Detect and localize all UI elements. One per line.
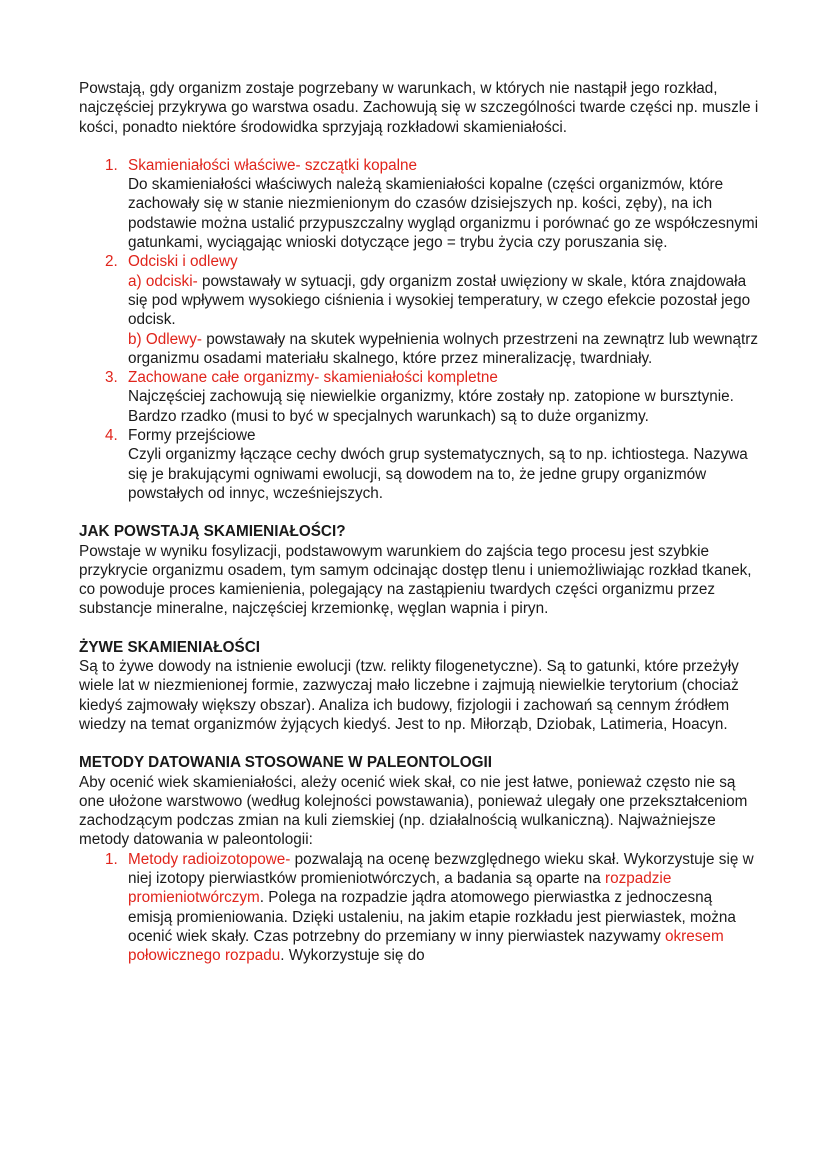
list-number: 1. (105, 156, 118, 174)
list-item (79, 156, 759, 252)
sub-item-label: b) Odlewy- (128, 330, 202, 348)
section-heading: METODY DATOWANIA STOSOWANE W PALEONTOLOGII (79, 754, 493, 772)
fossil-types-list (79, 156, 759, 503)
list-item-body: Do skamieniałości właściwych należą skamieniałości kopalne (części organizmów, które zachowały się w stanie niezmienionym do czasów dzisiejszych np. kości, zęby), na ich podstawie można ustalić przypuszczalny wygląd organizmu i porównać go ze współczesnymi gatunkami, wyciągając wnioski dotyczące jego = trybu życia czy poruszania się. (128, 176, 759, 252)
section-heading: JAK POWSTAJĄ SKAMIENIAŁOŚCI? (79, 523, 346, 541)
section-body: Aby ocenić wiek skamieniałości, ależy ocenić wiek skał, co nie jest łatwe, ponieważ często nie są one ułożone warstwowo (według kolejności powstawania), ponieważ ulegały one przekształceniom zachodzącym podczas zmian na kuli ziemskiej (np. działalnością wulkaniczną). Najważniejsze metody datowania w paleontologii: (79, 773, 748, 849)
section-body: Powstaje w wyniku fosylizacji, podstawowym warunkiem do zajścia tego procesu jest szybkie przykrycie organizmu osadem, tym samym odcinając dostęp tlenu i uniemożliwiając rozkład tkanek, co powoduje proces kamienienia, polegający na zastąpieniu twardych części organizmu przez substancje mineralne, najczęściej krzemionkę, węglan wapnia i piryn. (79, 542, 752, 618)
list-number: 3. (105, 369, 118, 387)
list-item (79, 368, 759, 426)
method-text: . Polega na rozpadzie jądra atomowego pierwiastka z jednoczesną emisją promieniowania. Dzięki ustaleniu, na jakim etapie rozkładu jest pierwiastek, można ocenić wiek skały. Czas potrzebny do przemiany w inny pierwiastek nazywamy (128, 889, 736, 945)
list-item (79, 426, 759, 503)
list-number: 4. (105, 427, 118, 445)
list-item-body: Najczęściej zachowują się niewielkie organizmy, które zostały np. zatopione w bursztynie. Bardzo rzadko (musi to być w specjalnych warunkach) są to duże organizmy. (128, 388, 734, 425)
list-item-title: Metody radioizotopowe- (128, 850, 291, 868)
list-number: 2. (105, 253, 118, 271)
list-item-title: Formy przejściowe (128, 427, 256, 445)
method-text: pozwalają na ocenę bezwzględnego wieku skał. Wykorzystuje się w niej izotopy pierwiastków promieniotwórczych, a badania są oparte na (128, 850, 754, 887)
list-item-body: Czyli organizmy łączące cechy dwóch grup systematycznych, są to np. ichtiostega. Nazywa się je brakującymi ogniwami ewolucji, są dowodem na to, że jedne grupy organizmów powstałych od innyc, wcześniejszych. (128, 446, 748, 502)
method-text: . Wykorzystuje się do (280, 947, 425, 965)
dating-methods-list (79, 850, 759, 966)
sub-item-text: powstawały na skutek wypełnienia wolnych przestrzeni na zewnątrz lub wewnątrz organizmu osadami materiału skalnego, które przez mineralizację, twardniały. (128, 330, 759, 367)
list-item-title: Zachowane całe organizmy- skamieniałości kompletne (128, 369, 498, 387)
list-item-title: Odciski i odlewy (128, 253, 238, 271)
section-body: Są to żywe dowody na istnienie ewolucji (tzw. relikty filogenetyczne). Są to gatunki, które przeżyły wiele lat w niezmienionej formie, zazwyczaj mało liczebne i zajmują niewielkie terytorium (chociaż kiedyś zajmowały większy obszar). Analiza ich budowy, fizjologii i zachowań są cennym źródłem wiedzy na temat organizmów żyjących kiedyś. Jest to np. Miłorząb, Dziobak, Latimeria, Hoacyn. (79, 658, 739, 733)
highlight-term: okresem połowicznego rozpadu (128, 927, 724, 965)
section-heading: ŻYWE SKAMIENIAŁOŚCI (79, 638, 261, 656)
list-item (79, 850, 759, 966)
document-page (79, 79, 759, 965)
list-item-title: Skamieniałości właściwe- szczątki kopalne (128, 156, 418, 174)
sub-item-text: powstawały w sytuacji, gdy organizm został uwięziony w skale, która znajdowała się pod wpływem wysokiego ciśnienia i wysokiej temperatury, w czego efekcie pozostał jego odcisk. (128, 272, 751, 329)
intro-paragraph: Powstają, gdy organizm zostaje pogrzebany w warunkach, w których nie nastąpił jego rozkład, najczęściej przykrywa go warstwa osadu. Zachowują się w szczególności twarde części np. muszle i kości, ponadto niektóre środowidka sprzyjają rozkładowi skamieniałości. (79, 80, 759, 136)
list-number: 1. (105, 850, 118, 868)
sub-item-label: a) odciski- (128, 272, 198, 290)
list-item (79, 252, 759, 368)
highlight-term: rozpadzie promieniotwórczym (128, 869, 672, 907)
